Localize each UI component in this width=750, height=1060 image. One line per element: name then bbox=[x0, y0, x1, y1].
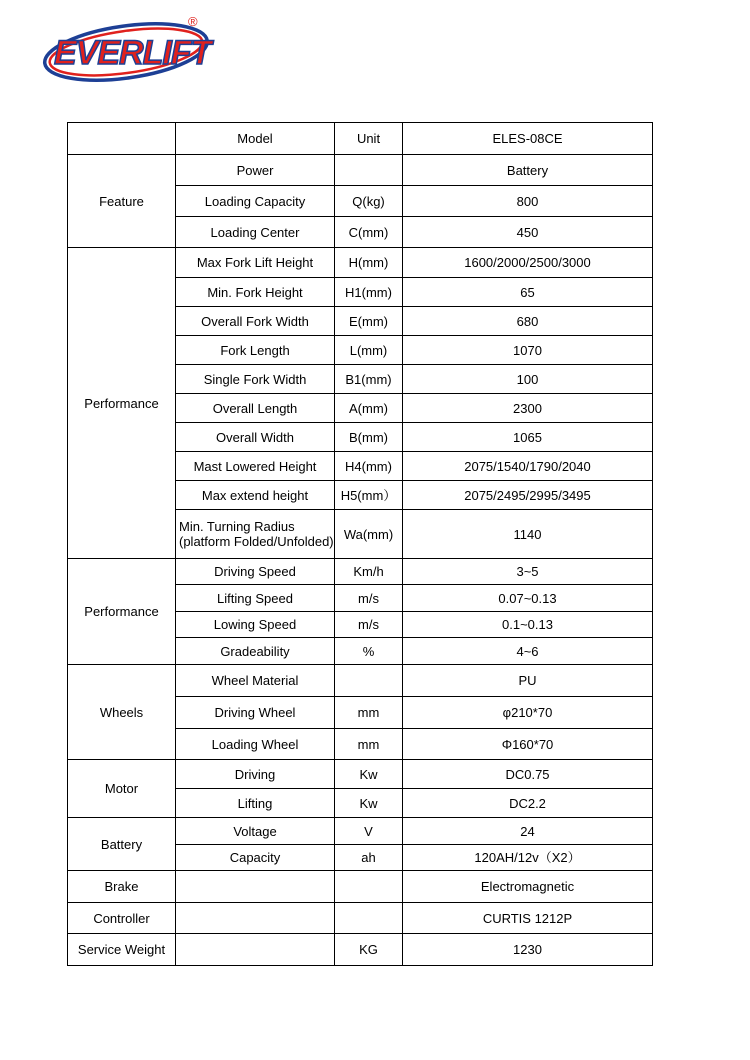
unit-cell: mm bbox=[335, 697, 403, 729]
header-model: Model bbox=[176, 123, 335, 155]
item-cell: Voltage bbox=[176, 818, 335, 845]
item-cell: Driving bbox=[176, 760, 335, 789]
unit-cell: Km/h bbox=[335, 559, 403, 585]
value-cell: 2075/1540/1790/2040 bbox=[403, 452, 653, 481]
unit-cell: H1(mm) bbox=[335, 278, 403, 307]
item-cell: Driving Wheel bbox=[176, 697, 335, 729]
value-cell: 0.07~0.13 bbox=[403, 585, 653, 612]
item-cell: Single Fork Width bbox=[176, 365, 335, 394]
unit-cell: B(mm) bbox=[335, 423, 403, 452]
unit-cell: mm bbox=[335, 729, 403, 760]
everlift-logo bbox=[40, 14, 220, 86]
header-unit: Unit bbox=[335, 123, 403, 155]
table-row bbox=[68, 871, 653, 903]
item-cell: Loading Center bbox=[176, 217, 335, 248]
group-label: Brake bbox=[68, 871, 176, 903]
value-cell: 2300 bbox=[403, 394, 653, 423]
value-cell: 680 bbox=[403, 307, 653, 336]
value-cell: 1065 bbox=[403, 423, 653, 452]
unit-cell: H4(mm) bbox=[335, 452, 403, 481]
unit-cell bbox=[335, 155, 403, 186]
value-cell: Electromagnetic bbox=[403, 871, 653, 903]
item-cell: Lifting Speed bbox=[176, 585, 335, 612]
value-cell: 24 bbox=[403, 818, 653, 845]
unit-cell: m/s bbox=[335, 585, 403, 612]
value-cell: 65 bbox=[403, 278, 653, 307]
unit-cell: V bbox=[335, 818, 403, 845]
item-cell: Driving Speed bbox=[176, 559, 335, 585]
item-cell: Lowing Speed bbox=[176, 612, 335, 638]
table-row bbox=[68, 760, 653, 789]
group-label: Performance bbox=[68, 559, 176, 665]
unit-cell: H(mm) bbox=[335, 248, 403, 278]
table-row bbox=[68, 818, 653, 845]
unit-cell: E(mm) bbox=[335, 307, 403, 336]
table-row bbox=[68, 934, 653, 966]
unit-cell: % bbox=[335, 638, 403, 665]
header-empty bbox=[68, 123, 176, 155]
item-cell: Overall Width bbox=[176, 423, 335, 452]
value-cell: 4~6 bbox=[403, 638, 653, 665]
unit-cell: KG bbox=[335, 934, 403, 966]
item-cell: Min. Turning Radius (platform Folded/Unfolded) bbox=[176, 510, 335, 559]
item-cell: Fork Length bbox=[176, 336, 335, 365]
item-cell: Max Fork Lift Height bbox=[176, 248, 335, 278]
unit-cell: Wa(mm) bbox=[335, 510, 403, 559]
item-cell: Capacity bbox=[176, 845, 335, 871]
value-cell: 1070 bbox=[403, 336, 653, 365]
item-cell: Loading Wheel bbox=[176, 729, 335, 760]
unit-cell: A(mm) bbox=[335, 394, 403, 423]
item-cell: Min. Fork Height bbox=[176, 278, 335, 307]
value-cell: 450 bbox=[403, 217, 653, 248]
value-cell: DC2.2 bbox=[403, 789, 653, 818]
unit-cell: Kw bbox=[335, 789, 403, 818]
value-cell: φ210*70 bbox=[403, 697, 653, 729]
unit-cell: Kw bbox=[335, 760, 403, 789]
value-cell: Φ160*70 bbox=[403, 729, 653, 760]
value-cell: 1140 bbox=[403, 510, 653, 559]
value-cell: 1230 bbox=[403, 934, 653, 966]
value-cell: 2075/2495/2995/3495 bbox=[403, 481, 653, 510]
unit-cell: L(mm) bbox=[335, 336, 403, 365]
unit-cell bbox=[335, 871, 403, 903]
item-cell bbox=[176, 934, 335, 966]
value-cell: 3~5 bbox=[403, 559, 653, 585]
header-model-value: ELES-08CE bbox=[403, 123, 653, 155]
table-row bbox=[68, 903, 653, 934]
group-label: Controller bbox=[68, 903, 176, 934]
unit-cell: H5(mm） bbox=[335, 481, 403, 510]
group-label: Performance bbox=[68, 248, 176, 559]
value-cell: PU bbox=[403, 665, 653, 697]
group-label: Feature bbox=[68, 155, 176, 248]
item-cell: Loading Capacity bbox=[176, 186, 335, 217]
item-cell: Overall Fork Width bbox=[176, 307, 335, 336]
registered-mark: ® bbox=[188, 14, 198, 29]
value-cell: 0.1~0.13 bbox=[403, 612, 653, 638]
item-cell: Mast Lowered Height bbox=[176, 452, 335, 481]
item-cell bbox=[176, 903, 335, 934]
spec-table bbox=[67, 122, 653, 966]
item-cell bbox=[176, 871, 335, 903]
table-row bbox=[68, 155, 653, 186]
svg-text:EVERLIFT: EVERLIFT bbox=[54, 34, 211, 72]
unit-cell: Q(kg) bbox=[335, 186, 403, 217]
value-cell: 100 bbox=[403, 365, 653, 394]
value-cell: 120AH/12v（X2） bbox=[403, 845, 653, 871]
value-cell: 800 bbox=[403, 186, 653, 217]
group-label: Battery bbox=[68, 818, 176, 871]
value-cell: Battery bbox=[403, 155, 653, 186]
table-row bbox=[68, 665, 653, 697]
unit-cell: m/s bbox=[335, 612, 403, 638]
unit-cell bbox=[335, 665, 403, 697]
group-label: Service Weight bbox=[68, 934, 176, 966]
item-cell: Wheel Material bbox=[176, 665, 335, 697]
value-cell: CURTIS 1212P bbox=[403, 903, 653, 934]
value-cell: 1600/2000/2500/3000 bbox=[403, 248, 653, 278]
item-cell: Gradeability bbox=[176, 638, 335, 665]
unit-cell bbox=[335, 903, 403, 934]
item-cell: Lifting bbox=[176, 789, 335, 818]
group-label: Wheels bbox=[68, 665, 176, 760]
unit-cell: C(mm) bbox=[335, 217, 403, 248]
unit-cell: ah bbox=[335, 845, 403, 871]
item-cell: Overall Length bbox=[176, 394, 335, 423]
group-label: Motor bbox=[68, 760, 176, 818]
table-row bbox=[68, 559, 653, 585]
item-cell: Max extend height bbox=[176, 481, 335, 510]
table-row bbox=[68, 248, 653, 278]
item-cell: Power bbox=[176, 155, 335, 186]
value-cell: DC0.75 bbox=[403, 760, 653, 789]
table-header-row bbox=[68, 123, 653, 155]
unit-cell: B1(mm) bbox=[335, 365, 403, 394]
